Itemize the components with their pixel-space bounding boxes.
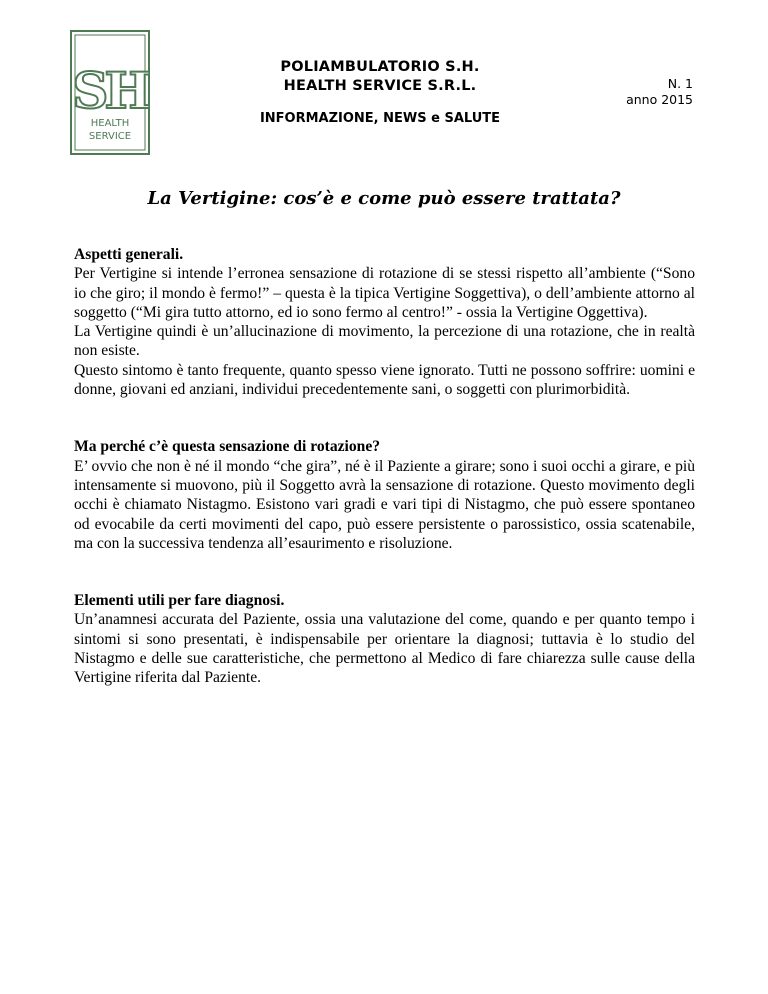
newsletter-subtitle: INFORMAZIONE, NEWS e SALUTE [259, 111, 501, 126]
section-heading: Ma perché c’è questa sensazione di rotazione? [74, 438, 381, 456]
issue-info [626, 76, 693, 108]
org-name-line1: POLIAMBULATORIO S.H. [280, 59, 480, 75]
article-body [74, 245, 695, 688]
logo-letters: SH [72, 61, 148, 120]
paragraph: La Vertigine quindi è un’allucinazione di movimento, la percezione di una rotazione, che in realtà non esiste. [74, 323, 695, 360]
section-heading: Elementi utili per fare diagnosi. [74, 592, 285, 610]
section-aspetti-generali [74, 245, 695, 399]
section-rotazione [74, 437, 695, 553]
article-title: La Vertigine: cos’è e come può essere trattata? [147, 188, 621, 209]
logo-line2: SERVICE [88, 131, 132, 142]
issue-year: anno 2015 [626, 92, 693, 107]
org-name-line2: HEALTH SERVICE S.R.L. [283, 78, 477, 94]
paragraph: Un’anamnesi accurata del Paziente, ossia una valutazione del come, quando e per quanto tempo i sintomi si sono presentati, è indispensabile per orientare la diagnosi; tuttavia è lo studio del Nistagmo e delle sue caratteristiche, che permettono al Medico di fare chiarezza sulle cause della Vertigine riferita dal Paziente. [74, 611, 695, 687]
issue-number: N. 1 [667, 76, 693, 91]
paragraph: Questo sintomo è tanto frequente, quanto spesso viene ignorato. Tutti ne possono soffrire: uomini e donne, giovani ed anziani, individui precedentemente sani, o soggetti con plurimorbidità. [74, 361, 695, 399]
sh-health-service-logo [70, 30, 150, 155]
section-heading: Aspetti generali. [74, 246, 184, 263]
header-organization [200, 58, 560, 96]
logo-line1: HEALTH [90, 118, 130, 129]
paragraph: E’ ovvio che non è né il mondo “che gira”, né è il Paziente a girare; sono i suoi occhi a girare, e più intensamente si muovono, più il Soggetto avrà la sensazione di rotazione. Questo movimento degli occhi è chiamato Nistagmo. Esistono vari gradi e vari tipi di Nistagmo, che può essere spontaneo od evocabile da certi movimenti del capo, può essere persistente o parossistico, ossia scatenabile, ma con la successiva tendenza all’esaurimento e risoluzione. [74, 457, 695, 552]
paragraph: Per Vertigine si intende l’erronea sensazione di rotazione di se stessi rispetto all’ambiente (“Sono io che giro; il mondo è fermo!” – questa è la tipica Vertigine Soggettiva), o dell’ambiente attorno al soggetto (“Mi gira tutto attorno, ed io sono fermo al centro!” - ossia la Vertigine Oggettiva). [74, 265, 695, 321]
section-diagnosi [74, 591, 695, 687]
